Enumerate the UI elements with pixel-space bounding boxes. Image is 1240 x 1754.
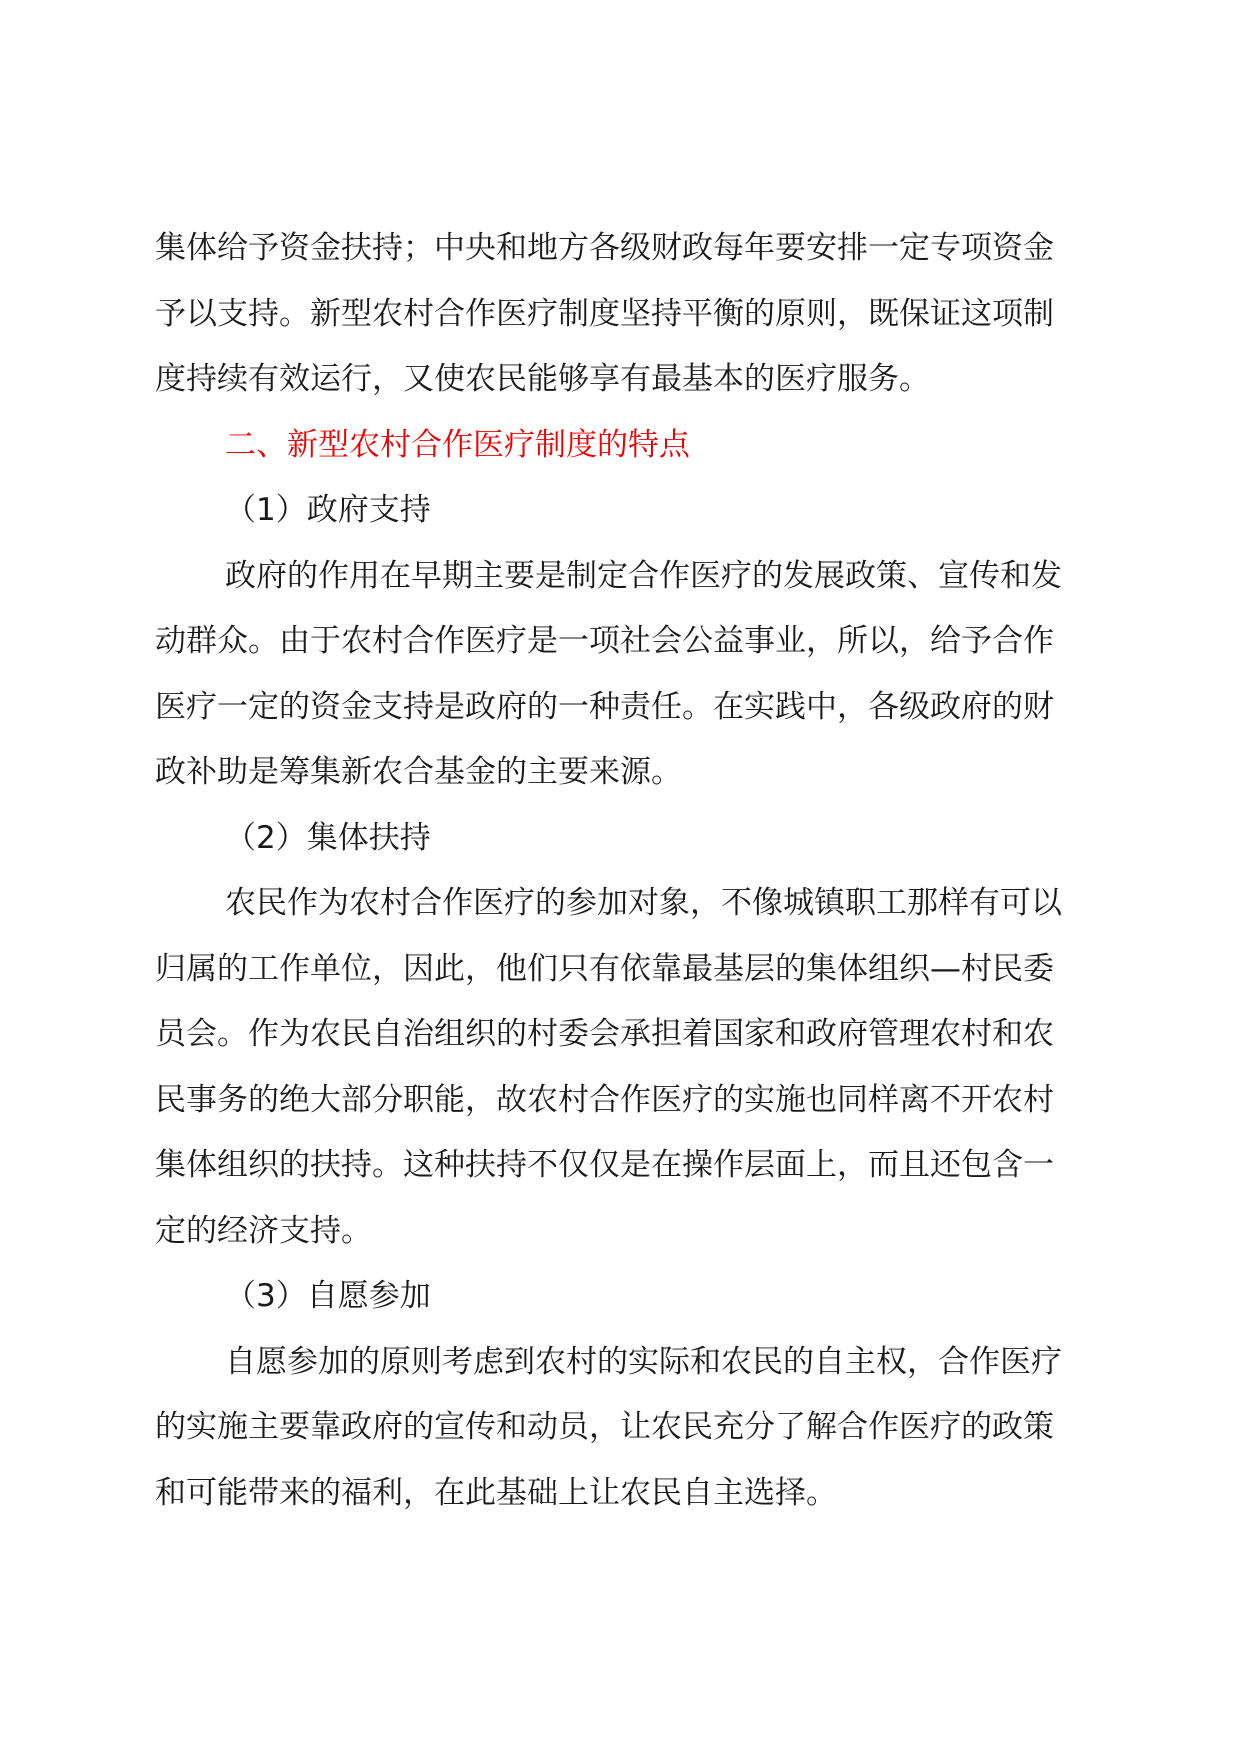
document-body: [155, 216, 1075, 1526]
subheading-government-support: （1）政府支持: [225, 492, 431, 528]
body-paragraph-government: 政府的作用在早期主要是制定合作医疗的发展政策、宣传和发动群众。由于农村合作医疗是一项社会公益事业，所以，给予合作医疗一定的资金支持是政府的一种责任。在实践中，各级政府的财政补助是筹集新农合基金的主要来源。: [155, 557, 1062, 790]
section-heading: 二、新型农村合作医疗制度的特点: [225, 426, 690, 463]
subheading-voluntary-participation: （3）自愿参加: [225, 1278, 431, 1314]
body-paragraph-collective: 农民作为农村合作医疗的参加对象，不像城镇职工那样有可以归属的工作单位，因此，他们只有依靠最基层的集体组织—村民委员会。作为农民自治组织的村委会承担着国家和政府管理农村和农民事务的绝大部分职能，故农村合作医疗的实施也同样离不开农村集体组织的扶持。这种扶持不仅仅是在操作层面上，而且还包含一定的经济支持。: [155, 885, 1062, 1249]
body-paragraph-voluntary: 自愿参加的原则考虑到农村的实际和农民的自主权，合作医疗的实施主要靠政府的宣传和动员，让农民充分了解合作医疗的政策和可能带来的福利，在此基础上让农民自主选择。: [155, 1343, 1062, 1511]
body-paragraph-continued: 集体给予资金扶持；中央和地方各级财政每年要安排一定专项资金予以支持。新型农村合作医疗制度坚持平衡的原则，既保证这项制度持续有效运行，又使农民能够享有最基本的医疗服务。: [155, 230, 1054, 397]
subheading-collective-support: （2）集体扶持: [225, 819, 431, 856]
